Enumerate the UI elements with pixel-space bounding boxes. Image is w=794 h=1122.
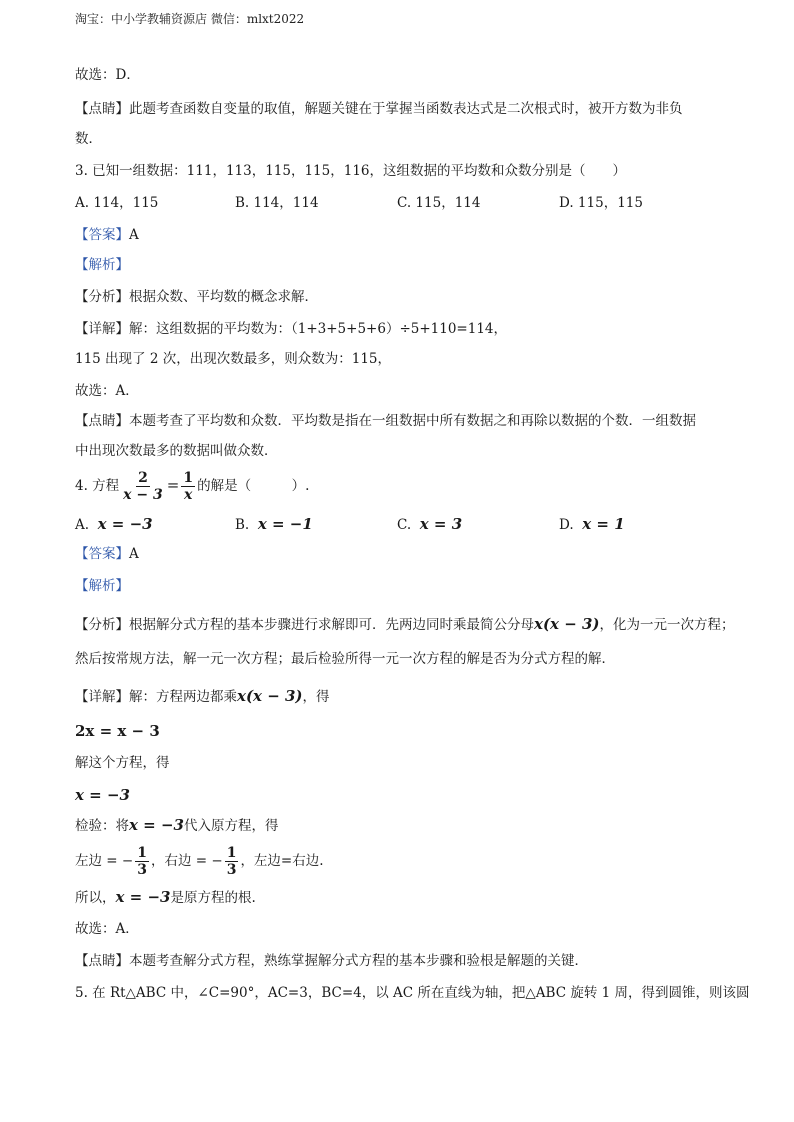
equals-sign: = bbox=[166, 476, 180, 494]
comment-tag: 【点睛】 bbox=[75, 953, 129, 969]
option-letter: B. bbox=[235, 517, 250, 533]
q4-answer bbox=[75, 545, 139, 563]
comment-text: 此题考查函数自变量的取值，解题关键在于掌握当函数表达式是二次根式时，被开方数为非负 bbox=[129, 101, 683, 117]
fraction-denominator: 3 bbox=[226, 862, 237, 878]
fenxi-text: 根据众数、平均数的概念求解． bbox=[129, 289, 318, 305]
q4-step-1: 解这个方程，得 bbox=[75, 755, 170, 771]
comment-tag: 【点睛】 bbox=[75, 101, 129, 117]
q3-stem: 3. 已知一组数据：111，113，115，115，116，这组数据的平均数和众数分别是（ ） bbox=[75, 163, 627, 179]
q4-fenxi bbox=[75, 612, 735, 637]
q4-analysis-tag: 【解析】 bbox=[75, 578, 129, 594]
check-expr: x = −3 bbox=[129, 816, 184, 834]
fenxi-text-post: ，化为一元一次方程； bbox=[599, 617, 735, 633]
option-expr: x = −1 bbox=[257, 515, 313, 533]
q4-equation-1: 2x = x − 3 bbox=[75, 722, 160, 740]
q4-fraction-right bbox=[181, 470, 195, 503]
q4-option-c bbox=[397, 515, 462, 534]
q3-option-d: D. 115，115 bbox=[559, 195, 643, 211]
check-text: 检验：将 bbox=[75, 818, 129, 834]
q3-xiangjie-l2: 115 出现了 2 次，出现次数最多，则众数为：115， bbox=[75, 351, 391, 367]
q4-option-b bbox=[235, 515, 313, 534]
q4-xiangjie bbox=[75, 684, 330, 709]
right-fraction bbox=[225, 845, 239, 878]
answer-value: A bbox=[129, 227, 139, 243]
fraction-numerator: 2 bbox=[138, 470, 148, 486]
q3-fenxi bbox=[75, 288, 318, 306]
page-header: 淘宝：中小学教辅资源店 微信：mlxt2022 bbox=[75, 12, 305, 26]
fraction-denominator: x bbox=[184, 487, 193, 503]
q4-so bbox=[75, 888, 256, 907]
q4-stem-post: 的解是（ ）. bbox=[197, 478, 310, 494]
q4-fraction-left bbox=[121, 470, 165, 503]
q3-answer bbox=[75, 226, 139, 244]
q3-option-a: A. 114，115 bbox=[75, 195, 159, 211]
q3-analysis-tag: 【解析】 bbox=[75, 257, 129, 273]
fraction-numerator: 1 bbox=[183, 470, 194, 486]
fenxi-expr: x(x − 3) bbox=[534, 615, 600, 633]
comment-text: 本题考查解分式方程，熟练掌握解分式方程的基本步骤和验根是解题的关键． bbox=[129, 953, 588, 969]
comment-tag: 【点睛】 bbox=[75, 413, 129, 429]
fenxi-tag: 【分析】 bbox=[75, 617, 129, 633]
fraction-numerator: 1 bbox=[137, 845, 147, 861]
q4-comment bbox=[75, 952, 588, 970]
xiangjie-text: 解：方程两边都乘 bbox=[129, 689, 237, 705]
q3-option-c: C. 115，114 bbox=[397, 195, 481, 211]
fenxi-tag: 【分析】 bbox=[75, 289, 129, 305]
q4-choice: 故选：A． bbox=[75, 921, 139, 937]
left-right-conclusion: ，左边=右边. bbox=[240, 853, 324, 869]
option-expr: x = −3 bbox=[97, 515, 153, 533]
q4-fenxi-l2: 然后按常规方法，解一元一次方程；最后检验所得一元一次方程的解是否为分式方程的解． bbox=[75, 651, 615, 667]
prev-comment bbox=[75, 100, 683, 118]
option-expr: x = 1 bbox=[582, 515, 625, 533]
fraction-denominator: x − 3 bbox=[123, 487, 163, 503]
xiangjie-tag: 【详解】 bbox=[75, 689, 129, 705]
so-text-post: 是原方程的根. bbox=[170, 890, 256, 906]
so-text: 所以， bbox=[75, 890, 116, 906]
q4-option-d bbox=[559, 515, 625, 534]
xiangjie-tag: 【详解】 bbox=[75, 321, 129, 337]
fenxi-text: 根据解分式方程的基本步骤进行求解即可．先两边同时乘最简公分母 bbox=[129, 617, 534, 633]
answer-tag: 【答案】 bbox=[75, 546, 129, 562]
q3-comment-l2: 中出现次数最多的数据叫做众数． bbox=[75, 443, 278, 459]
so-expr: x = −3 bbox=[115, 888, 171, 906]
q4-option-a bbox=[75, 515, 153, 534]
q3-comment bbox=[75, 412, 696, 430]
q4-stem-pre: 4. 方程 bbox=[75, 478, 120, 494]
prev-comment-l2: 数． bbox=[75, 131, 102, 147]
q4-stem bbox=[75, 468, 309, 503]
xiangjie-expr: x(x − 3) bbox=[237, 687, 303, 705]
q3-xiangjie bbox=[75, 320, 507, 338]
comment-text: 本题考查了平均数和众数．平均数是指在一组数据中所有数据之和再除以数据的个数．一组数据 bbox=[129, 413, 696, 429]
q3-option-b: B. 114，114 bbox=[235, 195, 319, 211]
fraction-denominator: 3 bbox=[137, 862, 147, 878]
fraction-numerator: 1 bbox=[226, 845, 237, 861]
option-expr: x = 3 bbox=[419, 515, 463, 533]
answer-tag: 【答案】 bbox=[75, 227, 129, 243]
left-side-label: 左边 = − bbox=[75, 853, 134, 869]
option-letter: C. bbox=[397, 517, 412, 533]
right-side-label: ，右边 = − bbox=[150, 853, 223, 869]
check-text-post: 代入原方程，得 bbox=[183, 818, 279, 834]
prev-choice: 故选：D． bbox=[75, 67, 140, 83]
left-fraction bbox=[135, 845, 149, 878]
q4-left-right bbox=[75, 844, 324, 878]
q4-check bbox=[75, 816, 278, 835]
q4-equation-2: x = −3 bbox=[75, 786, 130, 804]
xiangjie-text: 解：这组数据的平均数为：（1+3+5+5+6）÷5+110=114， bbox=[129, 321, 507, 337]
option-letter: A. bbox=[75, 517, 90, 533]
q3-choice: 故选：A． bbox=[75, 383, 139, 399]
xiangjie-text-post: ，得 bbox=[302, 689, 330, 705]
option-letter: D. bbox=[559, 517, 574, 533]
q5-stem: 5. 在 Rt△ABC 中，∠C=90°，AC=3，BC=4，以 AC 所在直线为轴，把△ABC 旋转 1 周，得到圆锥，则该圆 bbox=[75, 985, 750, 1001]
answer-value: A bbox=[129, 546, 139, 562]
